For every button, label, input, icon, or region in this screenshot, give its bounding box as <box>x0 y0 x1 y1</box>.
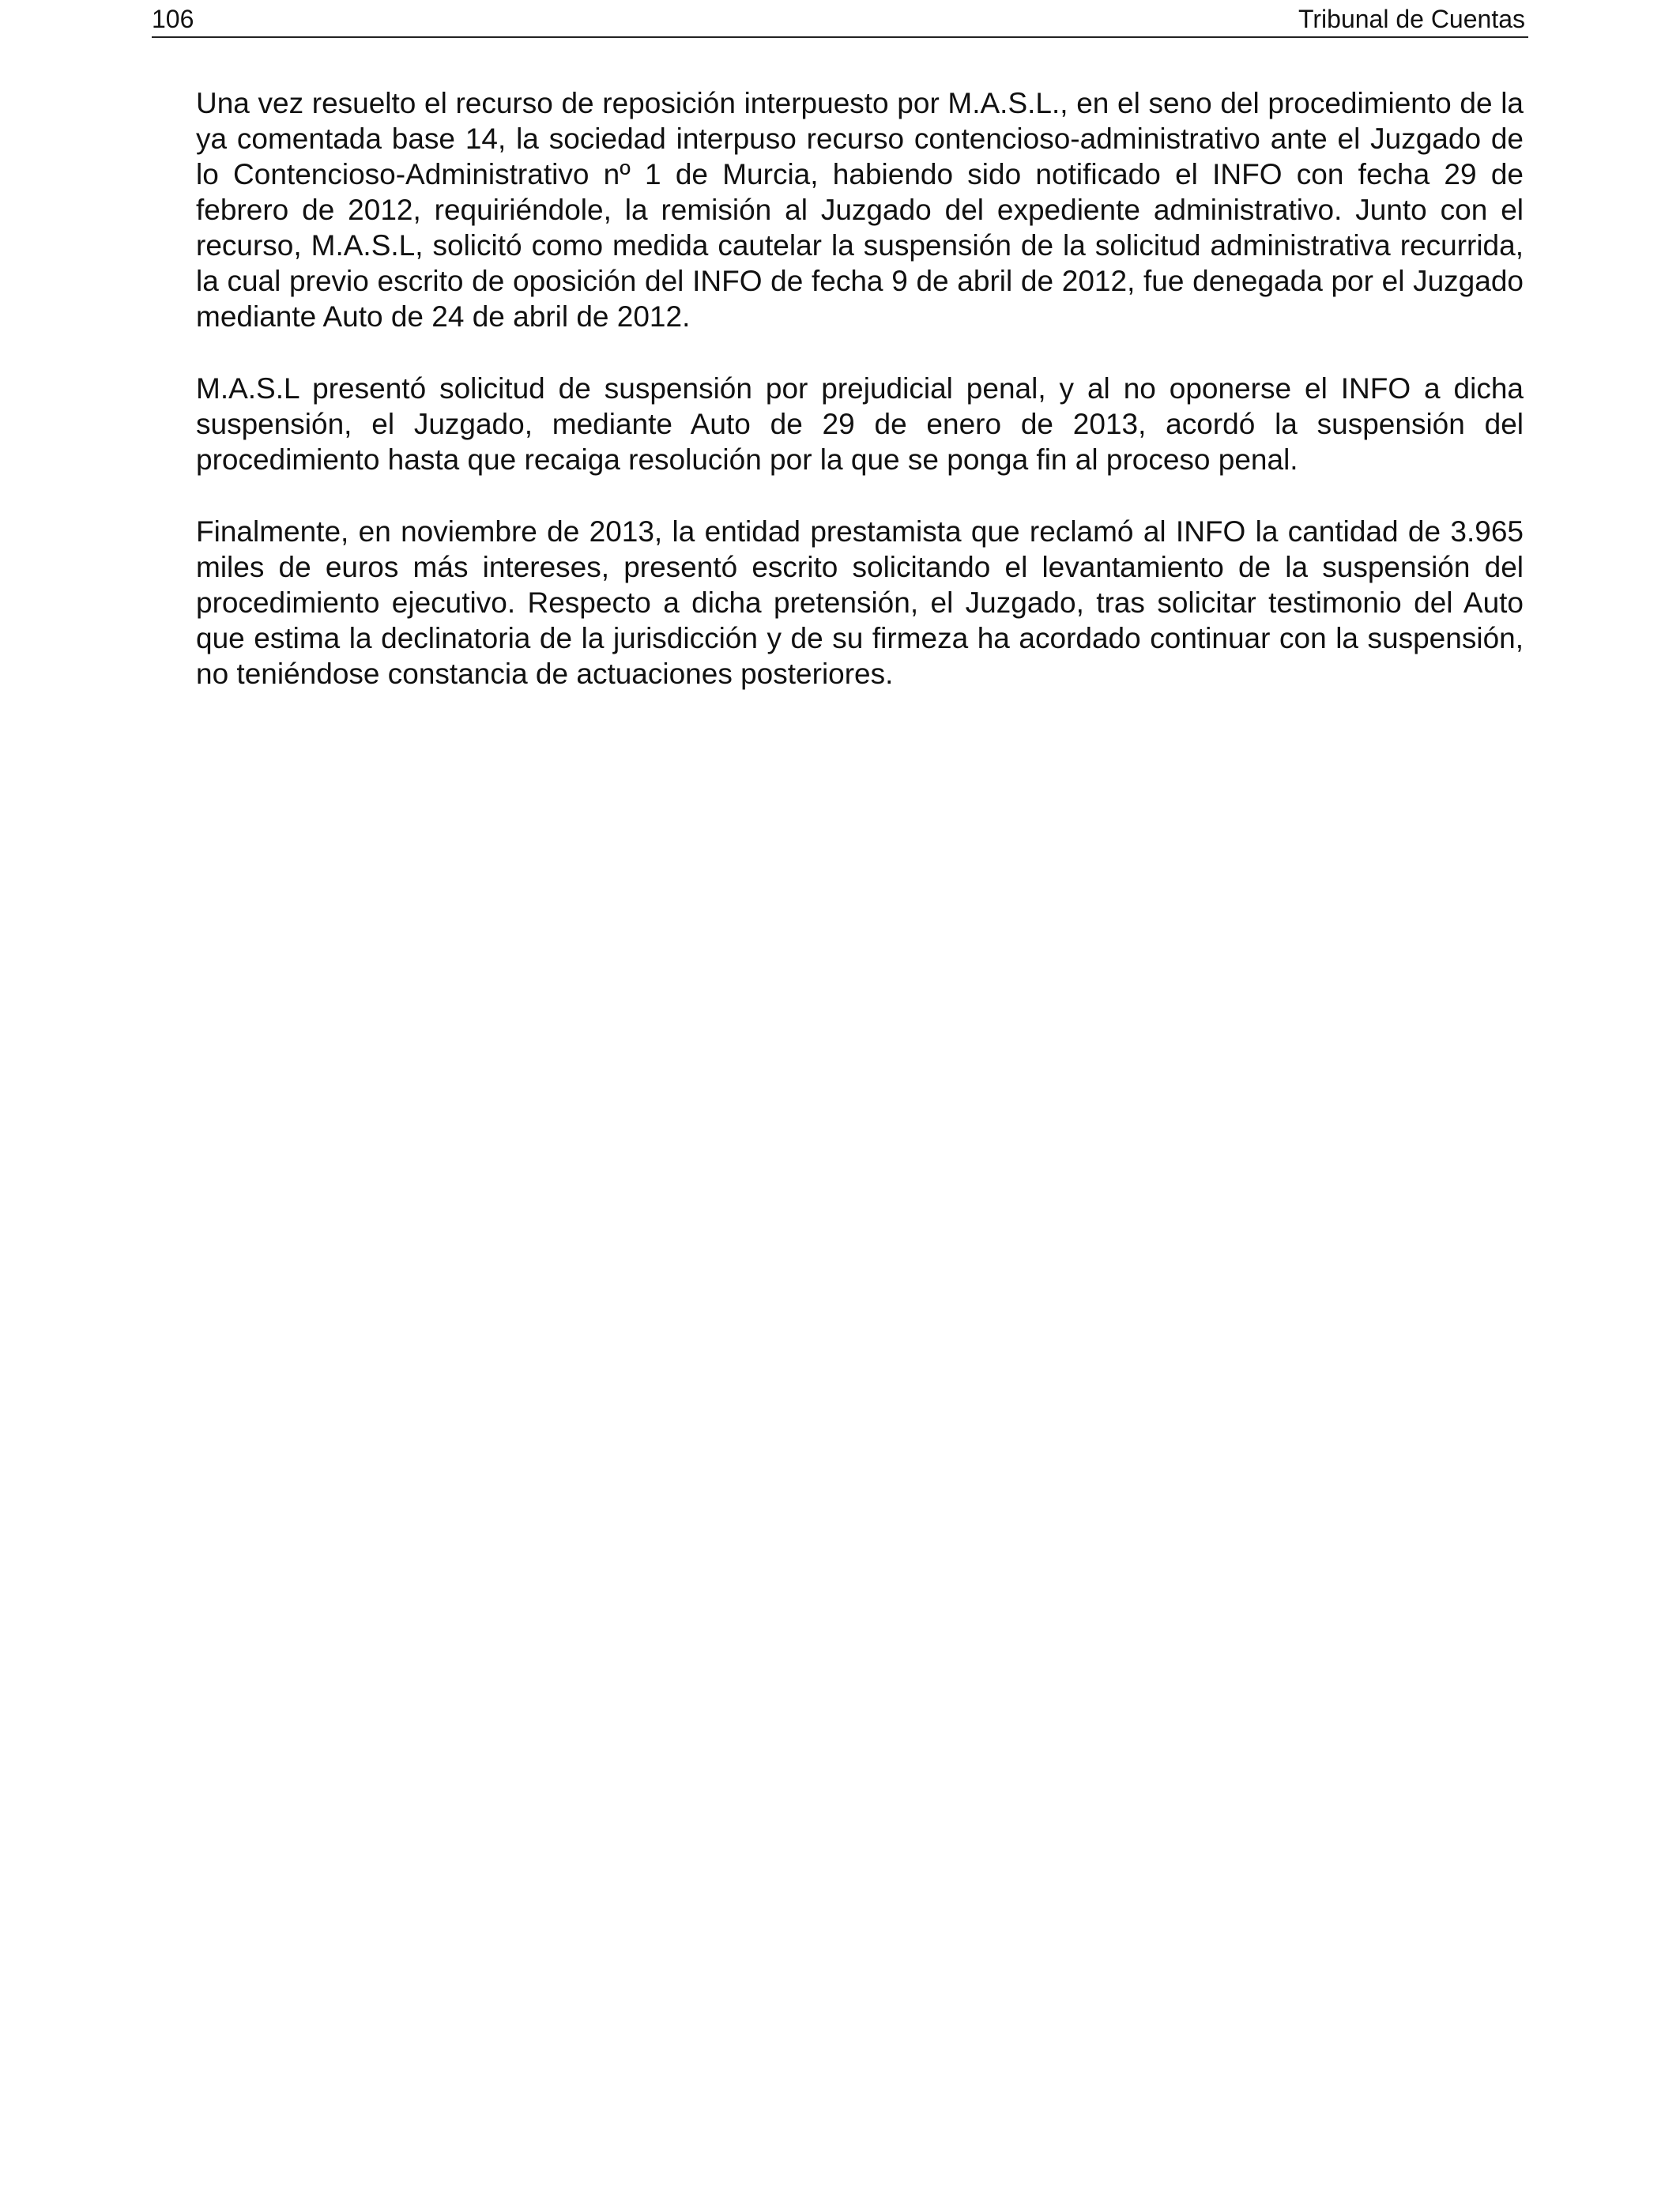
page-number: 106 <box>152 5 194 33</box>
paragraph-suspension-prejudicial: M.A.S.L presentó solicitud de suspensión por prejudicial penal, y al no oponerse el INFO a dicha suspensión, el Juzgado, mediante Auto de 29 de enero de 2013, acordó la suspensión del procedimiento hasta que recaiga resolución por la que se ponga fin al proceso penal. <box>196 372 1524 476</box>
paragraph-levantamiento-suspension: Finalmente, en noviembre de 2013, la entidad prestamista que reclamó al INFO la cantidad de 3.965 miles de euros más intereses, presentó escrito solicitando el levantamiento de la suspensión del procedimiento ejecutivo. Respecto a dicha pretensión, el Juzgado, tras solicitar testimonio del Auto que estima la declinatoria de la jurisdicción y de su firmeza ha acordado continuar con la suspensión, no teniéndose constancia de actuaciones posteriores. <box>196 515 1524 690</box>
page-header <box>152 5 1528 38</box>
document-body <box>196 85 1524 728</box>
header-title: Tribunal de Cuentas <box>1298 5 1525 33</box>
paragraph-recurso-contencioso: Una vez resuelto el recurso de reposición interpuesto por M.A.S.L., en el seno del procedimiento de la ya comentada base 14, la sociedad interpuso recurso contencioso-administrativo ante el Juzgado de lo Contencioso-Administrativo nº 1 de Murcia, habiendo sido notificado el INFO con fecha 29 de febrero de 2012, requiriéndole, la remisión al Juzgado del expediente administrativo. Junto con el recurso, M.A.S.L, solicitó como medida cautelar la suspensión de la solicitud administrativa recurrida, la cual previo escrito de oposición del INFO de fecha 9 de abril de 2012, fue denegada por el Juzgado mediante Auto de 24 de abril de 2012. <box>196 87 1524 333</box>
